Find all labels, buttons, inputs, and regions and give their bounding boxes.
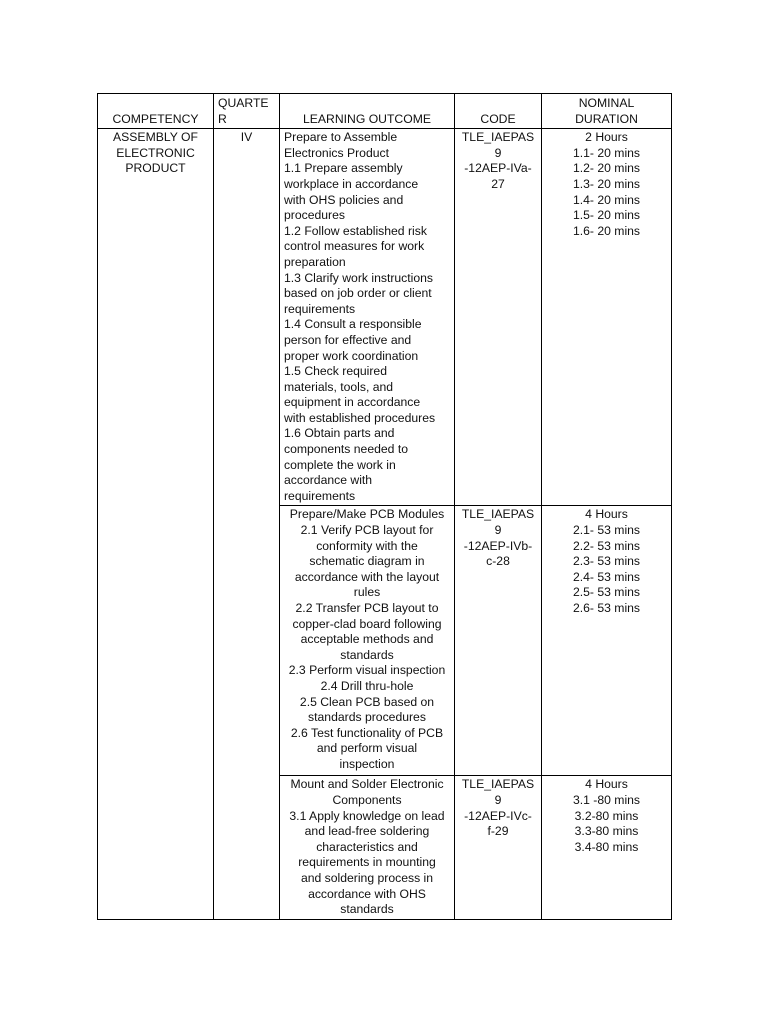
outcome-line: accordance with the layout [294, 569, 440, 584]
duration-line: 4 Hours [585, 507, 628, 522]
header-nominal-duration: NOMINAL DURATION [542, 94, 672, 129]
code-line: TLE_IAEPAS9 [461, 130, 535, 160]
outcome-line: Mount and Solder Electronic [290, 777, 444, 792]
duration-line: 3.1 -80 mins [572, 793, 641, 808]
duration-line: 2.1- 53 mins [572, 523, 641, 538]
outcome-line: 1.6 Obtain parts and [284, 426, 395, 441]
outcome-line: 2.2 Transfer PCB layout to [295, 601, 439, 615]
learning-outcome-cell [280, 506, 455, 776]
outcome-line: 1.1 Prepare assembly [284, 161, 403, 176]
outcome-line: standards procedures [308, 710, 426, 725]
outcome-line: proper work coordination [284, 348, 419, 363]
duration-line: 1.4- 20 mins [572, 192, 641, 207]
outcome-line: Components [332, 793, 402, 808]
duration-line: 2.2- 53 mins [572, 538, 641, 553]
outcome-line: and perform visual [316, 741, 418, 756]
duration-cell [542, 506, 672, 776]
outcome-line: 1.2 Follow established risk [284, 223, 427, 238]
outcome-line: with OHS policies and [284, 192, 404, 207]
outcome-line: 2.3 Perform visual inspection [288, 663, 446, 678]
header-learning-outcome: LEARNING OUTCOME [280, 94, 455, 129]
duration-line: 2.4- 53 mins [572, 569, 641, 584]
outcome-line: copper-clad board following [292, 616, 442, 631]
duration-cell [542, 129, 672, 506]
outcome-line: 2.4 Drill thru-hole [320, 678, 414, 693]
quarter-cell: IV [214, 129, 280, 920]
code-line: -12AEP-IVb- [463, 538, 533, 553]
duration-line: 3.2-80 mins [574, 808, 639, 823]
competency-cell: ASSEMBLY OF ELECTRONIC PRODUCT [98, 129, 214, 920]
code-line: 27 [491, 176, 505, 191]
code-line: -12AEP-IVc- [464, 808, 532, 823]
outcome-line: 3.1 Apply knowledge on lead [289, 808, 445, 823]
duration-line: 1.3- 20 mins [572, 176, 641, 191]
code-line: TLE_IAEPAS9 [461, 777, 535, 808]
outcome-line: components needed to [284, 442, 408, 457]
outcome-line: workplace in accordance [284, 176, 419, 191]
duration-line: 2.3- 53 mins [572, 554, 641, 569]
duration-line: 2 Hours [585, 130, 628, 145]
outcome-line: requirements in mounting [298, 855, 436, 870]
header-quarter: QUARTE R [214, 94, 280, 129]
code-cell [455, 776, 542, 919]
outcome-line: person for effective and [284, 332, 412, 347]
outcome-line: 2.6 Test functionality of PCB [290, 725, 444, 740]
duration-line: 2.5- 53 mins [572, 585, 641, 600]
duration-line: 3.3-80 mins [574, 824, 639, 839]
outcome-line: rules [353, 585, 381, 600]
header-row [98, 94, 672, 129]
table-row [98, 129, 672, 506]
duration-line: 1.2- 20 mins [572, 161, 641, 176]
duration-cell [542, 776, 672, 919]
outcome-line: 2.5 Clean PCB based on [299, 694, 435, 709]
outcome-line: accordance with OHS [308, 886, 426, 901]
code-line: c-28 [486, 554, 510, 569]
outcome-line: 1.5 Check required [284, 364, 387, 379]
code-cell [455, 129, 542, 506]
learning-outcome-cell [280, 776, 455, 919]
code-line: -12AEP-IVa- [464, 161, 532, 176]
outcome-line: acceptable methods and [300, 632, 434, 647]
outcome-line: with established procedures [284, 410, 436, 425]
outcome-line: requirements [284, 488, 356, 503]
outcome-line: requirements [284, 301, 356, 316]
outcome-line: 2.1 Verify PCB layout for [300, 523, 434, 538]
outcome-line: control measures for work [284, 239, 425, 254]
curriculum-table [97, 93, 672, 920]
header-code: CODE [455, 94, 542, 129]
outcome-line: accordance with [284, 473, 373, 488]
outcome-line: procedures [284, 208, 345, 223]
outcome-line: Prepare/Make PCB Modules [289, 507, 445, 522]
code-line: f-29 [487, 824, 509, 839]
outcome-line: schematic diagram in [309, 554, 425, 569]
outcome-line: 1.3 Clarify work instructions [284, 270, 434, 285]
outcome-line: characteristics and [316, 839, 418, 854]
outcome-line: and soldering process in [300, 871, 434, 885]
outcome-line: based on job order or client [284, 286, 432, 301]
outcome-line: Electronics Product [284, 145, 389, 160]
outcome-line: standards [340, 902, 394, 917]
code-line: TLE_IAEPAS9 [461, 507, 535, 538]
outcome-line: materials, tools, and [284, 379, 394, 394]
outcome-line: conformity with the [316, 538, 418, 553]
duration-line: 1.1- 20 mins [572, 145, 641, 160]
learning-outcome-cell [280, 129, 455, 506]
duration-line: 4 Hours [585, 777, 628, 792]
outcome-line: 1.4 Consult a responsible [284, 317, 422, 332]
outcome-line: standards [340, 647, 394, 662]
duration-line: 1.6- 20 mins [572, 223, 641, 238]
outcome-line: inspection [339, 756, 395, 771]
header-competency: COMPETENCY [98, 94, 214, 129]
outcome-line: preparation [284, 254, 346, 269]
outcome-line: complete the work in [284, 457, 396, 472]
outcome-line: and lead-free soldering [304, 824, 430, 839]
duration-line: 3.4-80 mins [574, 839, 639, 854]
code-cell [455, 506, 542, 776]
duration-line: 2.6- 53 mins [572, 601, 641, 615]
outcome-line: equipment in accordance [284, 395, 421, 410]
outcome-line: Prepare to Assemble [284, 130, 398, 145]
duration-line: 1.5- 20 mins [572, 208, 641, 223]
